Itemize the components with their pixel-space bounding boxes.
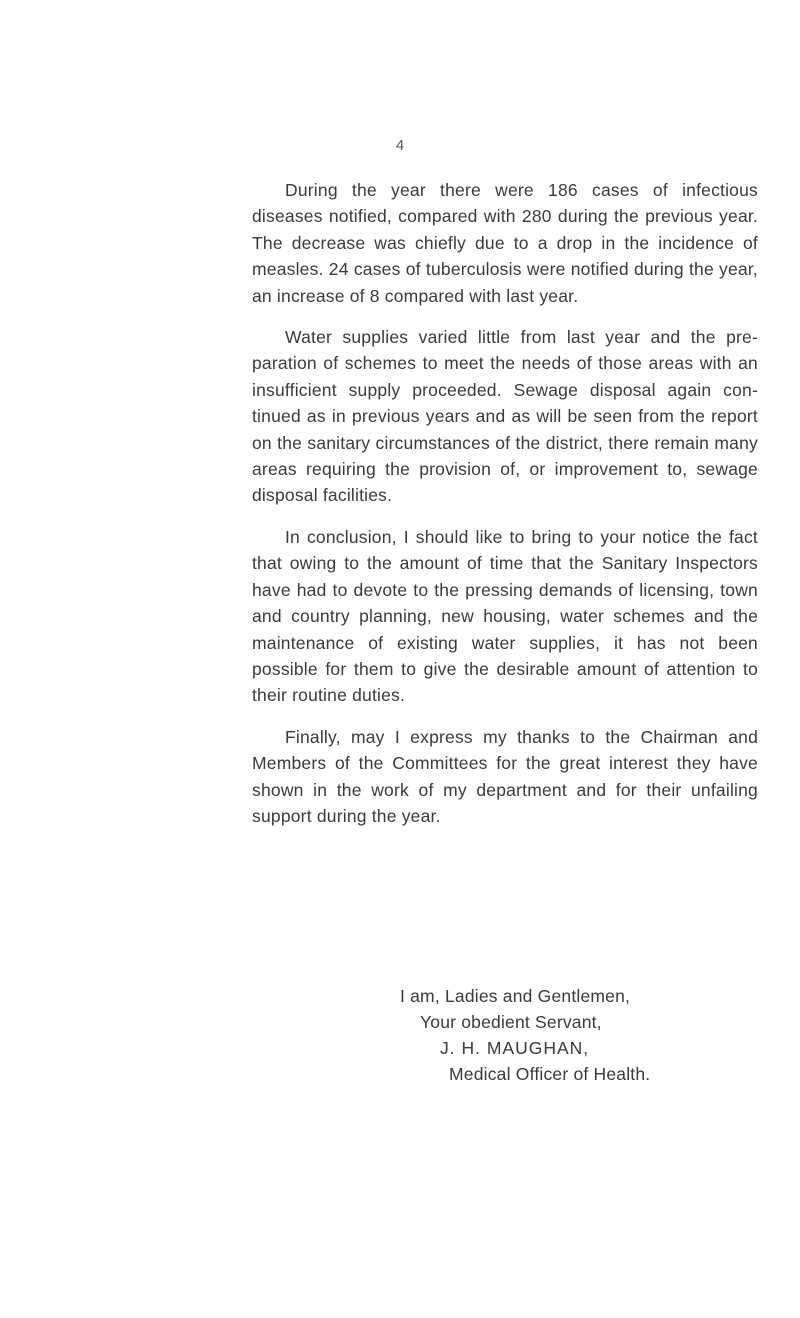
closing-salutation: I am, Ladies and Gentlemen, <box>400 986 631 1006</box>
paragraph-infectious-diseases: During the year there were 186 cases of infectious diseases notified, compared with 280 during the previous year. The decrease was chiefly due to a drop in the incidence of measles. 24 cases of tuberculosis were notified during the year, an increase of 8 compared with last year. <box>252 180 758 306</box>
paragraph-conclusion: In conclusion, I should like to bring to your notice the fact that owing to the amount of time that the Sanitary Inspectors have had to devote to the pressing demands of licensing, town and country planning, new housing, water schemes and the maintenance of existing water supplies, it has not been possible for them to give the desirable amount of attention to their routine duties. <box>252 526 758 706</box>
page-number: 4 <box>395 137 405 154</box>
body-text <box>252 177 758 844</box>
signatory-title: Medical Officer of Health. <box>449 1064 651 1084</box>
signatory-name: J. H. MAUGHAN, <box>440 1038 590 1058</box>
closing-servant: Your obedient Servant, <box>420 1012 602 1032</box>
paragraph-water-supplies: Water supplies varied little from last year and the pre-paration of schemes to meet the needs of those areas with an insufficient supply proceeded. Sewage disposal again con-tinued as in previous years and as will be seen from the report on the sanitary circumstances of the district, there remain many areas requiring the provision of, or improvement to, sewage disposal facilities. <box>252 327 758 506</box>
paragraph-thanks: Finally, may I express my thanks to the Chairman and Members of the Committees for the great interest they have shown in the work of my department and for their unfailing support during the year. <box>252 726 758 826</box>
